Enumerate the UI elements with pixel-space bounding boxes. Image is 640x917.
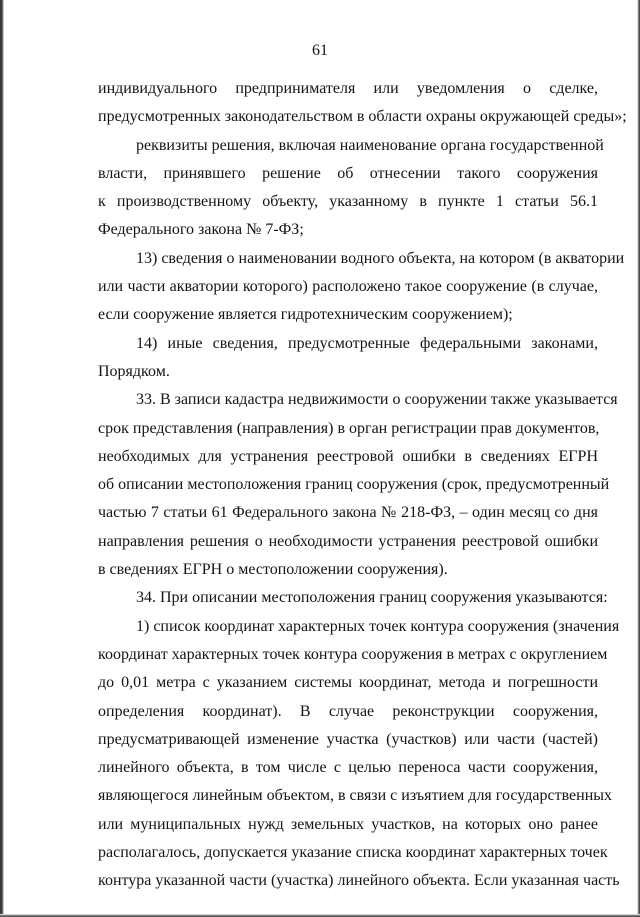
text-line: предусматривающей изменение участка (участков) или части (частей)	[98, 730, 598, 748]
text-line: 14) иные сведения, предусмотренные федеральными законами,	[136, 334, 598, 352]
text-line: 34. При описании местоположения границ сооружения указываются:	[136, 589, 608, 607]
text-line: линейного объекта, в том числе с целью переноса части сооружения,	[98, 759, 598, 777]
text-line: в сведениях ЕГРН о местоположении сооружения).	[98, 561, 448, 579]
text-line: до 0,01 метра с указанием системы координат, метода и погрешности	[98, 674, 598, 692]
page-number: 61	[312, 42, 328, 59]
text-line: 33. В записи кадастра недвижимости о сооружении также указывается	[136, 391, 618, 409]
text-line: срок представления (направления) в орган регистрации прав документов,	[98, 419, 600, 437]
text-line: частью 7 статьи 61 Федерального закона № 218-ФЗ, – один месяц со дня	[98, 504, 598, 522]
text-line: Порядком.	[98, 362, 170, 380]
text-line: 1) список координат характерных точек контура сооружения (значения	[136, 617, 620, 635]
text-line: Федерального закона № 7-ФЗ;	[98, 221, 304, 239]
text-line: определения координат). В случае реконструкции сооружения,	[98, 702, 598, 720]
text-line: об описании местоположения границ сооружения (срок, предусмотренный	[98, 476, 610, 494]
text-line: или муниципальных нужд земельных участков, на которых оно ранее	[98, 815, 598, 833]
text-line: или части акватории которого) расположено такое сооружение (в случае,	[98, 278, 598, 296]
text-line: являющегося линейным объектом, в связи с изъятием для государственных	[98, 787, 613, 805]
text-line: располагалось, допускается указание списка координат характерных точек	[98, 844, 608, 862]
document-body	[98, 75, 627, 896]
scan-left-edge	[0, 0, 4, 917]
text-line: 13) сведения о наименовании водного объекта, на котором (в акватории	[136, 249, 625, 267]
text-line: предусмотренных законодательством в области охраны окружающей среды»;	[98, 108, 627, 126]
text-line: если сооружение является гидротехническим сооружением);	[98, 306, 513, 324]
text-line: к производственному объекту, указанному в пункте 1 статьи 56.1	[98, 193, 598, 211]
text-line: власти, принявшего решение об отнесении такого сооружения	[98, 164, 598, 182]
text-line: координат характерных точек контура сооружения в метрах с округлением	[98, 645, 608, 663]
text-line: индивидуального предпринимателя или уведомления о сделке,	[98, 80, 598, 97]
text-line: необходимых для устранения реестровой ошибки в сведениях ЕГРН	[98, 447, 598, 465]
text-line: контура указанной части (участка) линейного объекта. Если указанная часть	[98, 872, 620, 890]
text-line: направления решения о необходимости устранения реестровой ошибки	[98, 532, 598, 550]
text-line: реквизиты решения, включая наименование органа государственной	[136, 136, 604, 154]
